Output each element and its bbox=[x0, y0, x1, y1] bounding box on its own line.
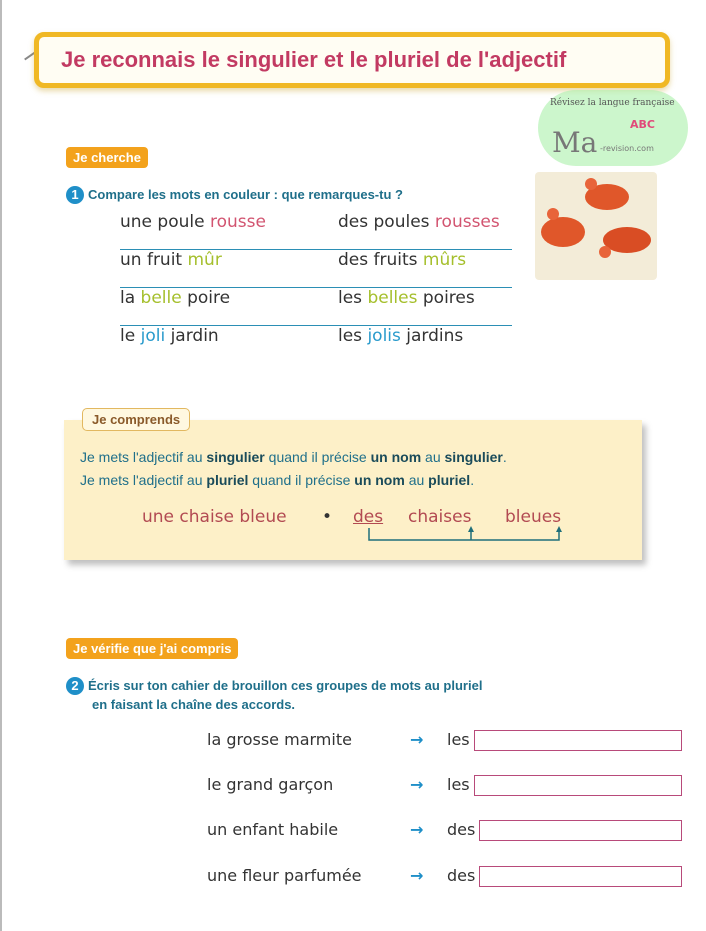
singular-phrase: un fruit mûr bbox=[120, 250, 222, 270]
rule-singular: Je mets l'adjectif au singulier quand il précise un nom au singulier. bbox=[80, 449, 507, 465]
je-comprends-box bbox=[64, 420, 642, 560]
instruction-line-1: Écris sur ton cahier de brouillon ces groupes de mots au pluriel bbox=[88, 678, 483, 693]
singular-phrase: la grosse marmite bbox=[207, 730, 352, 749]
example-singular: une chaise bleue bbox=[142, 507, 287, 527]
example-separator: • bbox=[322, 507, 333, 527]
plural-determiner: les bbox=[447, 775, 470, 794]
watermark-brand: Ma bbox=[552, 126, 598, 159]
watermark-logo bbox=[538, 90, 688, 166]
number-1-icon: 1 bbox=[66, 186, 84, 204]
watermark-sub: -revision.com bbox=[600, 144, 654, 153]
hens-illustration bbox=[535, 172, 657, 280]
exercise-2-instruction bbox=[66, 677, 482, 695]
plural-phrase: les jolis jardins bbox=[338, 326, 464, 346]
arrow-right-icon: → bbox=[410, 820, 424, 839]
word-pair-row bbox=[120, 288, 512, 326]
watermark-abc: ABC bbox=[630, 118, 655, 131]
exercise-row bbox=[207, 775, 687, 799]
exercise-row bbox=[207, 820, 687, 844]
instruction-line-2: en faisant la chaîne des accords. bbox=[92, 697, 296, 712]
answer-input[interactable] bbox=[479, 866, 682, 887]
answer-input[interactable] bbox=[474, 730, 682, 751]
je-verifie-badge: Je vérifie que j'ai compris bbox=[66, 638, 238, 659]
word-pair-row bbox=[120, 212, 512, 250]
example-determiner: des bbox=[353, 507, 384, 527]
singular-phrase: un enfant habile bbox=[207, 820, 339, 839]
number-2-icon: 2 bbox=[66, 677, 84, 695]
rule-plural: Je mets l'adjectif au pluriel quand il précise un nom au pluriel. bbox=[80, 472, 475, 488]
exercise-1-instruction bbox=[66, 186, 403, 204]
instruction-text: Compare les mots en couleur : que remarques-tu ? bbox=[88, 187, 403, 202]
plural-phrase: des fruits mûrs bbox=[338, 250, 467, 270]
answer-input[interactable] bbox=[474, 775, 682, 796]
plural-phrase: des poules rousses bbox=[338, 212, 500, 232]
plural-determiner: des bbox=[447, 820, 476, 839]
plural-determiner: les bbox=[447, 730, 470, 749]
singular-phrase: le grand garçon bbox=[207, 775, 334, 794]
title-banner bbox=[34, 32, 670, 88]
plural-determiner: des bbox=[447, 866, 476, 885]
example-noun: chaises bbox=[408, 507, 472, 527]
example-adjective: bleues bbox=[505, 507, 562, 527]
arrow-right-icon: → bbox=[410, 730, 424, 749]
agreement-chain-arrows bbox=[364, 526, 564, 546]
page-title: Je reconnais le singulier et le pluriel de l'adjectif bbox=[61, 47, 567, 72]
word-pair-row bbox=[120, 326, 512, 364]
singular-phrase: une poule rousse bbox=[120, 212, 266, 232]
je-cherche-badge: Je cherche bbox=[66, 147, 148, 168]
arrow-right-icon: → bbox=[410, 775, 424, 794]
plural-phrase: les belles poires bbox=[338, 288, 475, 308]
answer-input[interactable] bbox=[479, 820, 682, 841]
watermark-tagline: Révisez la langue française bbox=[550, 98, 675, 108]
singular-phrase: le joli jardin bbox=[120, 326, 219, 346]
je-comprends-tab: Je comprends bbox=[82, 408, 190, 431]
arrow-right-icon: → bbox=[410, 866, 424, 885]
singular-phrase: une fleur parfumée bbox=[207, 866, 362, 885]
word-pair-row bbox=[120, 250, 512, 288]
singular-phrase: la belle poire bbox=[120, 288, 231, 308]
exercise-row bbox=[207, 866, 687, 890]
exercise-row bbox=[207, 730, 687, 754]
